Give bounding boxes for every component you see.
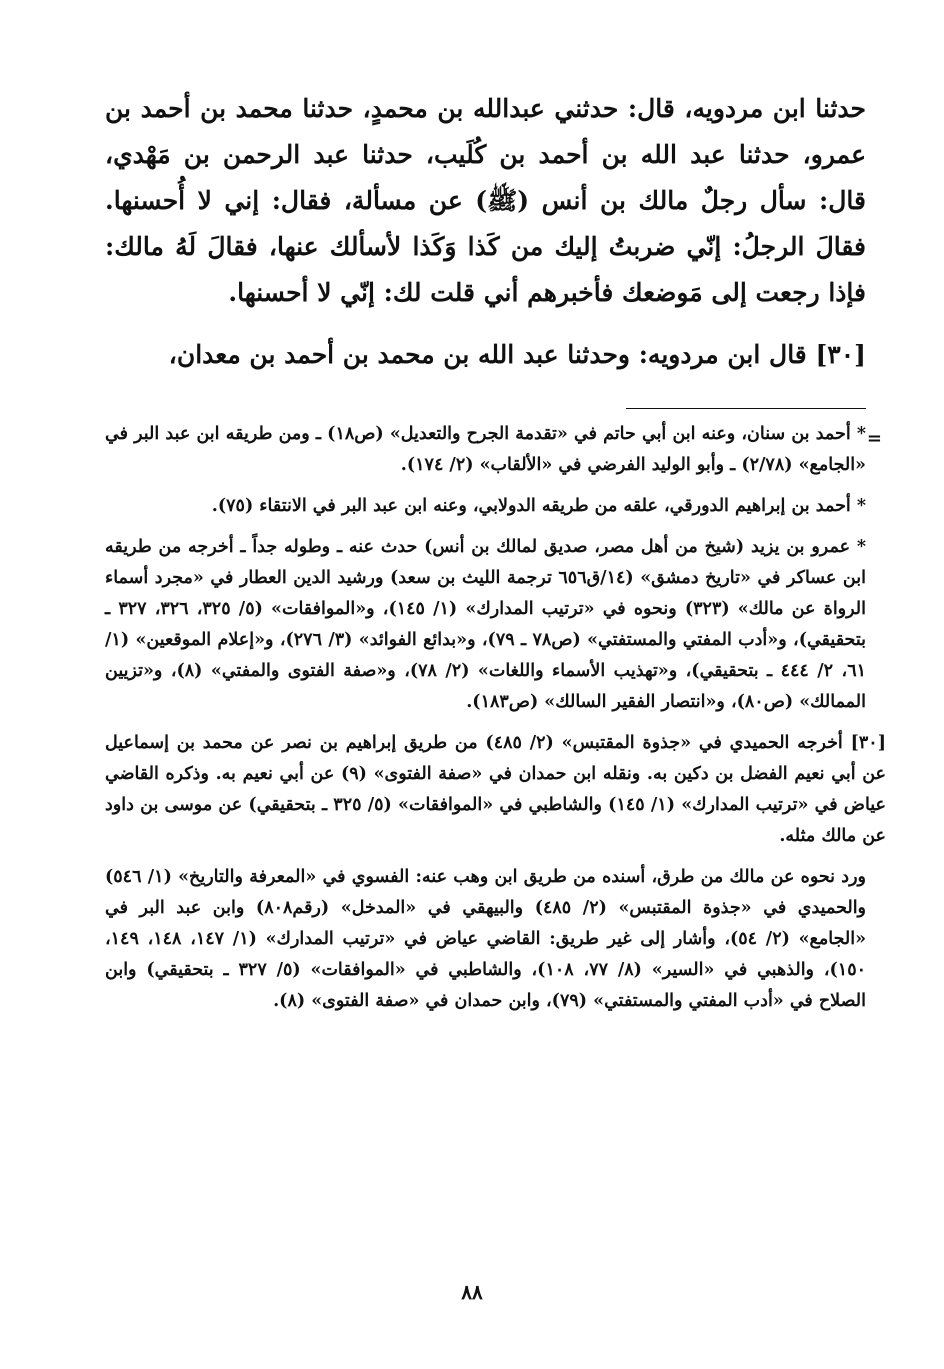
footnote-separator [626,408,866,409]
main-text [105,86,866,378]
footnote-ahmad-al-dawraqi: * أحمد بن إبراهيم الدورقي، علقه من طريقه الدولابي، وعنه ابن عبد البر في الانتقاء (٧٥). [211,496,866,516]
footnotes [105,419,887,1017]
page-body [105,86,887,1017]
main-paragraph-2: [٣٠] قال ابن مردويه: وحدثنا عبد الله بن محمد بن أحمد بن معدان، [168,340,866,369]
footnote-ahmad-bin-sinan: * أحمد بن سنان، وعنه ابن أبي حاتم في «تقدمة الجرح والتعديل» (ص١٨) ـ ومن طريقه ابن عبد البر في «الجامع» (٢/٧٨) ـ وأبو الوليد الفرضي في «الألقاب» (٢/ ١٧٤). [105,424,867,475]
continuation-mark: = [866,428,882,449]
footnote-30: [٣٠] أخرجه الحميدي في «جذوة المقتبس» (٢/ ٤٨٥) من طريق إبراهيم بن نصر عن محمد بن إسماعيل عن أبي نعيم الفضل بن دكين به. ونقله ابن حمدان في «صفة الفتوى» (٩) عن أبي نعيم به. وذكره القاضي عياض في «ترتيب المدارك» (١/ ١٤٥) والشاطبي في «الموافقات» (٥/ ٣٢٥ ـ بتحقيقي) عن موسى بن داود عن مالك مثله. [105,733,887,846]
footnote-amr-bin-yazid: * عمرو بن يزيد (شيخ من أهل مصر، صديق لمالك بن أنس) حدث عنه ـ وطوله جداً ـ أخرجه من طريقه ابن عساكر في «تاريخ دمشق» (١٤/ق٦٥٦ ترجمة الليث بن سعد) ورشيد الدين العطار في «مجرد أسماء الرواة عن مالك» (٣٢٣) ونحوه في «ترتيب المدارك» (١/ ١٤٥)، و«الموافقات» (٥/ ٣٢٥، ٣٢٦، ٣٢٧ ـ بتحقيقي)، و«أدب المفتي والمستفتي» (ص٧٨ ـ ٧٩)، و«بدائع الفوائد» (٣/ ٢٧٦)، و«إعلام الموقعين» (١/ ٦١، ٢/ ٤٤٤ ـ بتحقيقي)، و«تهذيب الأسماء واللغات» (٢/ ٧٨)، و«صفة الفتوى والمفتي» (٨)، و«تزيين الممالك» (ص٨٠)، و«انتصار الفقير السالك» (ص١٨٣). [105,537,866,712]
footnote-other-routes: ورد نحوه عن مالك من طرق، أسنده من طريق ابن وهب عنه: الفسوي في «المعرفة والتاريخ» (١/ ٥٤٦) والحميدي في «جذوة المقتبس» (٢/ ٤٨٥) والبيهقي في «المدخل» (رقم٨٠٨) وابن عبد البر في «الجامع» (٢/ ٥٤)، وأشار إلى غير طريق: القاضي عياض في «ترتيب المدارك» (١/ ١٤٧، ١٤٨، ١٤٩، ١٥٠)، والذهبي في «السير» (٨/ ٧٧، ١٠٨)، والشاطبي في «الموافقات» (٥/ ٣٢٧ ـ بتحقيقي) وابن الصلاح في «أدب المفتي والمستفتي» (٧٩)، وابن حمدان في «صفة الفتوى» (٨). [105,867,867,1011]
page-number: ٨٨ [461,1280,483,1304]
main-paragraph-1: حدثنا ابن مردويه، قال: حدثني عبدالله بن محمدٍ، حدثنا محمد بن أحمد بن عمرو، حدثنا عبد الله بن أحمد بن كُلَيب، حدثنا عبد الرحمن بن مَهْدي، قال: سأل رجلٌ مالك بن أنس (ﷺ) عن مسألة، فقال: إني لا أُحسنها. فقالَ الرجلُ: إنّي ضربتُ إليك من كَذا وَكَذا لأسألك عنها، فقالَ لَهُ مالك: فإذا رجعت إلى مَوضعك فأخبرهم أني قلت لك: إنّي لا أحسنها. [105,94,866,307]
